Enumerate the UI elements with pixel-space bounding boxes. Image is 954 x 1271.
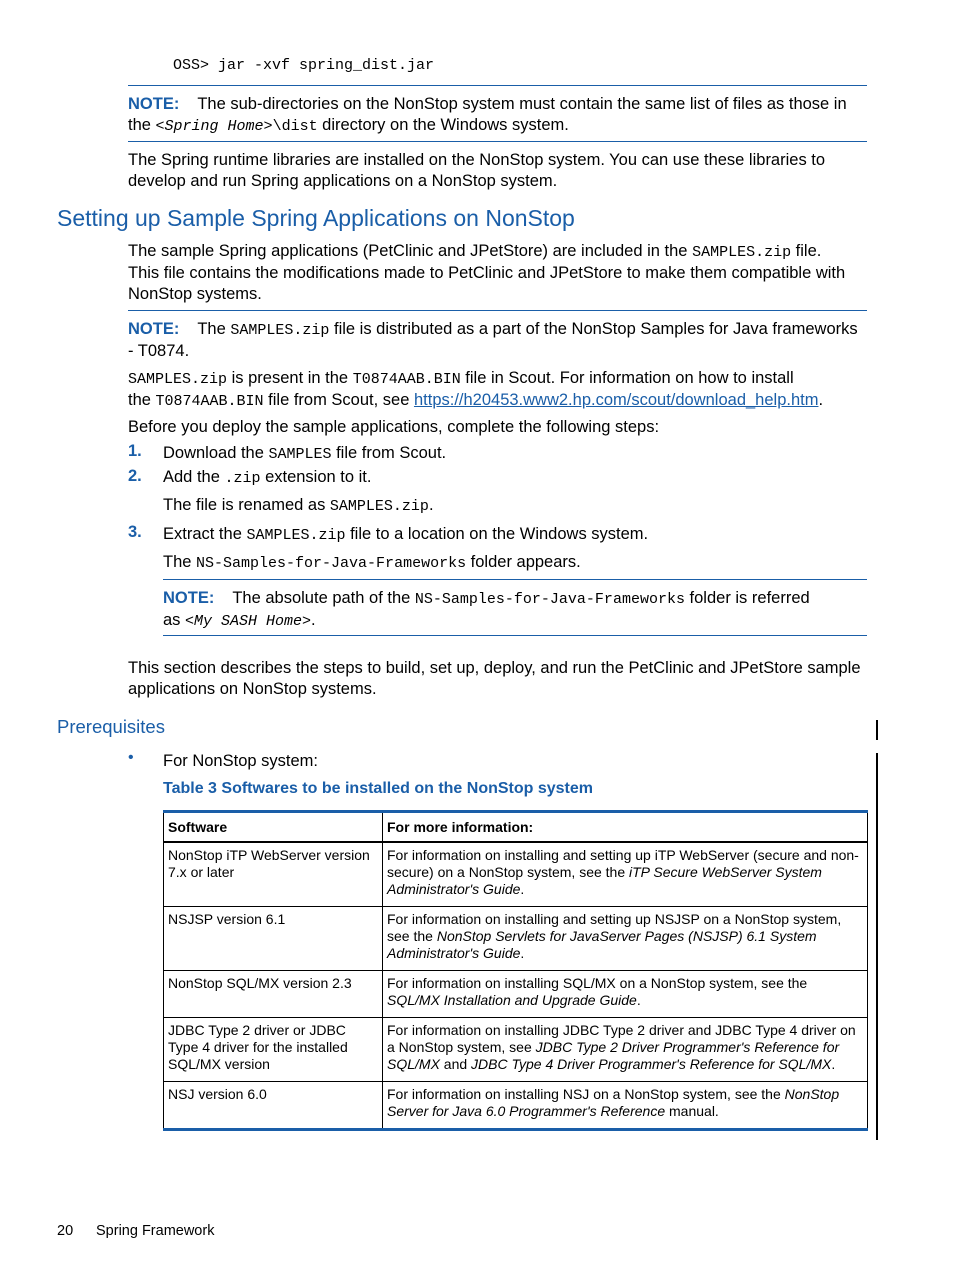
note-bottom-rule — [128, 141, 867, 142]
info-text: manual. — [665, 1103, 719, 1119]
step-1 — [163, 443, 446, 465]
step-number: 3. — [128, 523, 142, 541]
note-text: folder is referred — [684, 589, 810, 607]
note-text: - T0874. — [128, 342, 190, 360]
inline-code: SAMPLES — [268, 446, 332, 463]
bullet-icon: • — [128, 749, 134, 766]
paragraph-section-description — [128, 658, 888, 700]
table-row — [164, 1082, 868, 1130]
paragraph-text: is present in the — [227, 369, 353, 387]
step-2 — [163, 467, 371, 489]
footer-section-title: Spring Framework — [96, 1223, 215, 1239]
step-3-result — [163, 552, 581, 574]
step-text: file from Scout. — [331, 444, 447, 462]
note-code: \dist — [272, 118, 318, 135]
paragraph-line: develop and run Spring applications on a NonStop system. — [128, 172, 558, 190]
subsection-heading: Prerequisites — [57, 716, 165, 737]
paragraph-line: applications on NonStop systems. — [128, 680, 377, 698]
paragraph-line: NonStop systems. — [128, 285, 262, 303]
inline-code: .zip — [224, 470, 261, 487]
step-text: file to a location on the Windows system. — [345, 525, 649, 543]
paragraph-samples — [128, 241, 888, 305]
software-cell: JDBC Type 2 driver or JDBC Type 4 driver for the installed SQL/MX version — [164, 1018, 383, 1082]
software-cell: NonStop SQL/MX version 2.3 — [164, 971, 383, 1018]
paragraph-text: file from Scout, see — [263, 391, 414, 409]
info-text: For information on installing SQL/MX on a NonStop system, see the — [387, 975, 808, 991]
note-label: NOTE: — [128, 320, 180, 338]
paragraph-text: The sample Spring applications (PetClinic and JPetStore) are included in the — [128, 242, 693, 260]
step-text: The file is renamed as — [163, 496, 330, 514]
info-reference: NonStop Servlets for JavaServer Pages (NSJSP) 6.1 System Administrator's Guide — [387, 928, 817, 961]
software-table — [163, 810, 868, 1131]
paragraph-runtime-libraries — [128, 150, 888, 192]
note-2 — [128, 319, 888, 362]
column-header: For more information: — [383, 812, 868, 843]
software-cell: NonStop iTP WebServer version 7.x or later — [164, 842, 383, 907]
note-top-rule — [163, 579, 867, 580]
note-text: The absolute path of the — [232, 589, 415, 607]
info-text: For information on installing JDBC Type 2 driver and JDBC Type 4 driver on a NonStop system, see — [387, 1022, 856, 1055]
info-cell — [383, 971, 868, 1018]
paragraph-line: This file contains the modifications made to PetClinic and JPetStore to make them compatible with — [128, 264, 846, 282]
page-number: 20 — [57, 1223, 74, 1239]
step-text: Add the — [163, 468, 225, 486]
info-text: For information on installing and setting up iTP WebServer (secure and non-secure) on a NonStop system, see the — [387, 847, 859, 880]
inline-code: T0874AAB.BIN — [155, 393, 264, 410]
inline-code: T0874AAB.BIN — [352, 371, 461, 388]
note-text: The — [197, 320, 231, 338]
paragraph-text: file in Scout. For information on how to install — [460, 369, 794, 387]
note-text: The sub-directories on the NonStop system must contain the same list of files as those in — [197, 95, 847, 113]
table-caption: Table 3 Softwares to be installed on the NonStop system — [163, 780, 593, 797]
note-text: as — [163, 611, 186, 629]
note-text: directory on the Windows system. — [317, 116, 569, 134]
step-text: extension to it. — [260, 468, 372, 486]
column-header: Software — [164, 812, 383, 843]
info-text: . — [636, 992, 641, 1008]
step-text: folder appears. — [466, 553, 581, 571]
step-number: 1. — [128, 442, 142, 460]
note-top-rule — [128, 85, 867, 86]
table-row — [164, 842, 868, 907]
change-bar — [876, 753, 878, 1140]
software-cell: NSJ version 6.0 — [164, 1082, 383, 1130]
bullet-item: For NonStop system: — [163, 752, 318, 770]
note-top-rule — [128, 310, 867, 311]
info-reference: JDBC Type 2 Driver Programmer's Reference for SQL/MX — [387, 1039, 840, 1072]
step-text: Extract the — [163, 525, 247, 543]
inline-code: SAMPLES.zip — [329, 498, 429, 515]
info-reference: SQL/MX Installation and Upgrade Guide — [387, 992, 637, 1008]
note-text: the — [128, 116, 156, 134]
step-text: . — [428, 496, 434, 514]
table-row — [164, 907, 868, 971]
software-cell: NSJSP version 6.1 — [164, 907, 383, 971]
section-heading: Setting up Sample Spring Applications on NonStop — [57, 205, 575, 231]
info-reference: JDBC Type 4 Driver Programmer's Reference for SQL/MX — [471, 1056, 832, 1072]
table-row — [164, 971, 868, 1018]
step-number: 2. — [128, 467, 142, 485]
paragraph-text: . — [818, 391, 824, 409]
paragraph-text: the — [128, 391, 156, 409]
paragraph-line: This section describes the steps to build, set up, deploy, and run the PetClinic and JPetStore sample — [128, 659, 861, 677]
inline-code: NS-Samples-for-Java-Frameworks — [414, 591, 685, 608]
paragraph-steps-intro: Before you deploy the sample applications, complete the following steps: — [128, 418, 660, 436]
inline-code: SAMPLES.zip — [230, 322, 330, 339]
info-cell — [383, 1018, 868, 1082]
info-text: . — [520, 881, 525, 897]
note-label: NOTE: — [163, 589, 215, 607]
note-text: file is distributed as a part of the NonStop Samples for Java frameworks — [329, 320, 858, 338]
info-text: For information on installing and setting up NSJSP on a NonStop system, see the — [387, 911, 842, 944]
inline-code: <My SASH Home> — [185, 613, 312, 630]
note-label: NOTE: — [128, 95, 180, 113]
inline-code: SAMPLES.zip — [692, 244, 792, 261]
info-text: For information on installing NSJ on a NonStop system, see the — [387, 1086, 785, 1102]
code-line: OSS> jar -xvf spring_dist.jar — [173, 57, 435, 74]
inline-code: NS-Samples-for-Java-Frameworks — [196, 555, 467, 572]
note-1 — [128, 94, 868, 137]
note-text: . — [311, 611, 316, 629]
change-bar — [876, 720, 878, 740]
step-2-result — [163, 495, 434, 517]
info-cell — [383, 842, 868, 907]
step-text: Download the — [163, 444, 269, 462]
info-text: . — [520, 945, 525, 961]
info-text: and — [439, 1056, 472, 1072]
note-3 — [163, 588, 873, 632]
inline-code: SAMPLES.zip — [128, 371, 228, 388]
info-text: . — [831, 1056, 836, 1072]
paragraph-text: file. — [791, 242, 822, 260]
note-code: <Spring Home> — [155, 118, 273, 135]
step-3 — [163, 524, 648, 546]
paragraph-line: The Spring runtime libraries are installed on the NonStop system. You can use these libraries to — [128, 151, 826, 169]
info-reference: NonStop Server for Java 6.0 Programmer's Reference — [387, 1086, 840, 1119]
paragraph-scout — [128, 368, 888, 412]
table-header-row — [164, 812, 868, 843]
inline-code: SAMPLES.zip — [246, 527, 346, 544]
scout-download-link[interactable]: https://h20453.www2.hp.com/scout/download_help.htm — [413, 391, 819, 409]
table-row — [164, 1018, 868, 1082]
step-text: The — [163, 553, 197, 571]
note-bottom-rule — [163, 635, 867, 636]
info-reference: iTP Secure WebServer System Administrator's Guide — [387, 864, 822, 897]
info-cell — [383, 907, 868, 971]
info-cell — [383, 1082, 868, 1130]
